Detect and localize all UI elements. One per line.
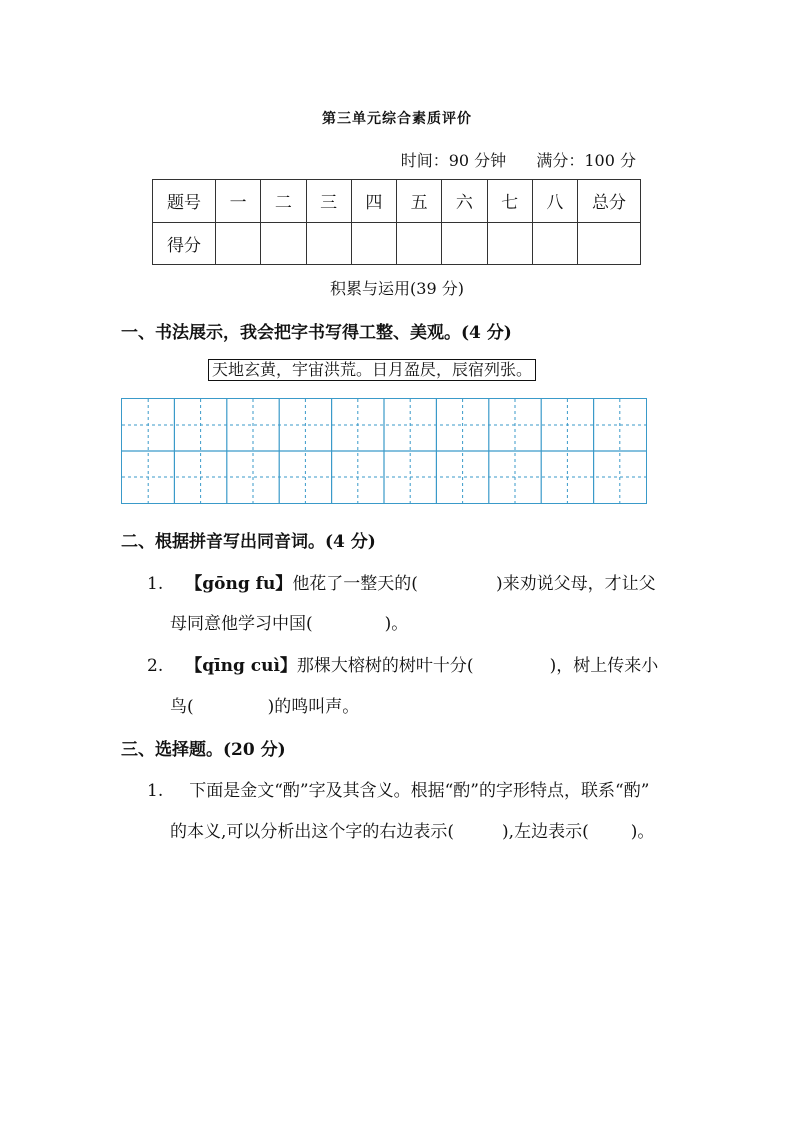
item-text: )的鸣叫声。	[267, 697, 360, 717]
score-cell[interactable]	[216, 222, 261, 265]
score-table-score-row	[153, 222, 641, 265]
writing-grid[interactable]	[121, 398, 647, 504]
score-row-label: 得分	[153, 222, 216, 265]
item-number: 2.	[147, 656, 164, 676]
header-cell: 六	[442, 180, 487, 223]
q2-item2-line2	[170, 692, 359, 717]
header-cell: 一	[216, 180, 261, 223]
question-1-heading-text: 一、书法展示，我会把字书写得工整、美观。(4 分)	[121, 323, 512, 343]
item-number: 1.	[147, 574, 164, 594]
header-cell: 五	[397, 180, 442, 223]
question-1-heading	[121, 318, 512, 343]
time-limit: 时间：90 分钟	[400, 151, 507, 170]
score-cell[interactable]	[532, 222, 577, 265]
score-cell[interactable]	[397, 222, 442, 265]
page-title: 第三单元综合素质评价	[322, 111, 472, 127]
score-cell[interactable]	[578, 222, 641, 265]
score-cell[interactable]	[487, 222, 532, 265]
pinyin-label: 【gōng fu】	[185, 574, 293, 594]
item-text: 他花了一整天的(	[292, 574, 418, 594]
item-text: 鸟(	[170, 697, 194, 717]
q3-item1-line2	[170, 817, 654, 842]
header-cell: 总分	[578, 180, 641, 223]
score-table-header-row	[153, 180, 641, 223]
item-number: 1.	[147, 781, 164, 801]
q2-item1-line2	[170, 609, 408, 634]
exam-meta	[401, 148, 636, 171]
item-text: )，树上传来小	[549, 656, 659, 676]
copy-text-box: 天地玄黄，宇宙洪荒。日月盈昃，辰宿列张。	[208, 359, 536, 381]
header-cell: 四	[351, 180, 396, 223]
item-text: )。	[384, 614, 409, 634]
header-cell: 三	[306, 180, 351, 223]
item-text: 的本义,可以分析出这个字的右边表示(	[170, 822, 455, 842]
q2-item1-line1	[147, 569, 656, 594]
header-cell: 七	[487, 180, 532, 223]
score-cell[interactable]	[442, 222, 487, 265]
pinyin-label: 【qīng cuì】	[185, 656, 297, 676]
item-text: ),左边表示(	[502, 822, 589, 842]
item-text: )。	[630, 822, 655, 842]
question-2-heading-text: 二、根据拼音写出同音词。(4 分)	[121, 532, 376, 552]
header-cell: 题号	[153, 180, 216, 223]
item-text: )来劝说父母，才让父	[495, 574, 656, 594]
header-cell: 二	[261, 180, 306, 223]
score-table	[152, 179, 641, 265]
score-cell[interactable]	[351, 222, 396, 265]
score-cell[interactable]	[261, 222, 306, 265]
question-3-heading	[121, 735, 286, 760]
header-cell: 八	[532, 180, 577, 223]
item-text: 下面是金文“酌”字及其含义。根据“酌”的字形特点，联系“酌”	[189, 781, 650, 801]
writing-grid-lines	[122, 399, 646, 503]
item-text: 那棵大榕树的树叶十分(	[296, 656, 474, 676]
question-2-heading	[121, 527, 376, 552]
q3-item1-line1	[147, 776, 649, 801]
score-cell[interactable]	[306, 222, 351, 265]
item-text: 母同意他学习中国(	[170, 614, 313, 634]
full-score: 满分：100 分	[536, 151, 636, 170]
q2-item2-line1	[147, 651, 658, 676]
question-3-heading-text: 三、选择题。(20 分)	[121, 740, 286, 760]
section-heading: 积累与运用(39 分)	[330, 279, 464, 298]
